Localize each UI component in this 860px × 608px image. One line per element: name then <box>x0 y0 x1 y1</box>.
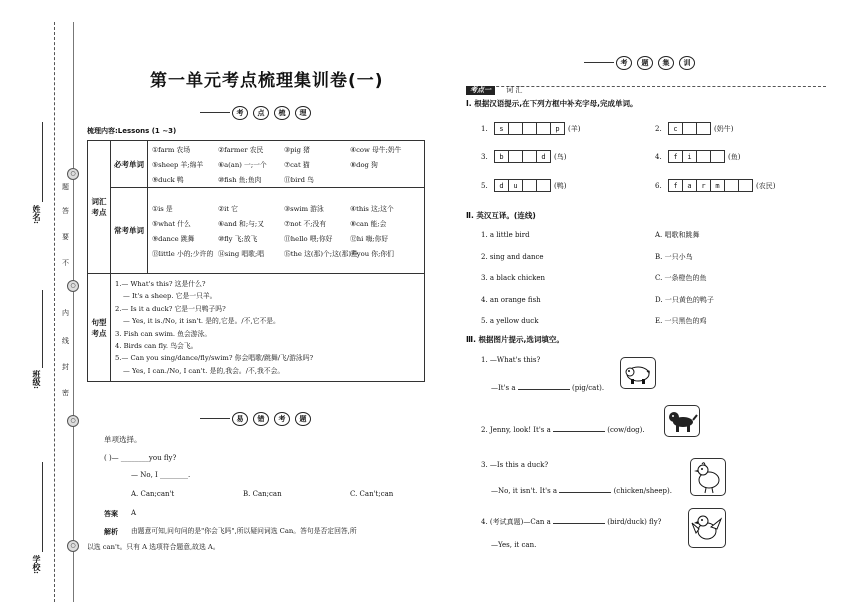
banner-char: 题 <box>295 412 311 426</box>
common-word: ⑧can 能;会 <box>350 220 387 228</box>
must-word: ③pig 猪 <box>284 146 310 154</box>
letter-box: b <box>494 150 509 163</box>
word-hint: (鱼) <box>728 152 741 161</box>
q2-choices: (cow/dog). <box>607 426 645 434</box>
seal-circle: ○ <box>67 280 79 292</box>
seal-circle: ○ <box>67 168 79 180</box>
mc-title: 单项选择。 <box>104 435 142 444</box>
letter-input-box[interactable] <box>536 179 551 192</box>
letter-box: s <box>494 122 509 135</box>
sentence-item: 1.— What's this? 这是什么? <box>115 279 206 288</box>
common-word: ③swim 游泳 <box>284 205 324 213</box>
word-item <box>481 179 566 192</box>
sentence-item: — It's a sheep. 它是一只羊。 <box>123 292 217 301</box>
letter-input-box[interactable] <box>710 150 725 163</box>
letter-box: f <box>668 150 683 163</box>
word-item <box>481 150 566 163</box>
mc-option-c[interactable]: C. Can't;can <box>350 490 394 498</box>
q1-line2 <box>491 382 604 392</box>
mc-question: ( )— ________you fly? <box>104 454 177 462</box>
q3-choices: (chicken/sheep). <box>613 487 672 495</box>
banner-errors <box>200 412 315 425</box>
word-item <box>655 150 740 163</box>
match-left-item[interactable]: 2. sing and dance <box>481 252 544 261</box>
sentence-item: 5.— Can you sing/dance/fly/swim? 你会唱歌/跳舞/飞/游泳吗? <box>115 354 314 363</box>
page-title: 第一单元考点梳理集训卷(一) <box>150 71 384 91</box>
q1-prefix: —It's a <box>491 384 516 392</box>
seal-char: 内 <box>62 309 69 317</box>
analysis-label: 解析 <box>104 527 118 536</box>
dog-picture-icon <box>664 405 700 437</box>
seal-char: 要 <box>62 233 69 241</box>
must-word: ⑨duck 鸭 <box>152 176 184 184</box>
school-field[interactable] <box>42 462 43 552</box>
bird-picture-icon <box>688 508 726 548</box>
common-word: ⑤what 什么 <box>152 220 191 228</box>
mc-option-b[interactable]: B. Can;can <box>243 490 282 498</box>
seal-circle: ○ <box>67 415 79 427</box>
must-label: 必考单词 <box>111 141 148 188</box>
seal-circle: ○ <box>67 540 79 552</box>
sentence-list <box>111 276 424 379</box>
common-word: ⑪hello 喂;你好 <box>284 235 333 243</box>
word-number: 2. <box>655 124 662 133</box>
q2-answer-blank[interactable] <box>553 424 605 432</box>
word-number: 4. <box>655 152 662 161</box>
q2-prefix: 2. Jenny, look! It's a <box>481 426 551 434</box>
match-left-item[interactable]: 4. an orange fish <box>481 295 541 304</box>
q4-line2: —Yes, it can. <box>491 541 537 549</box>
letter-input-box[interactable] <box>508 150 523 163</box>
seal-char: 密 <box>62 389 69 397</box>
word-number: 3. <box>481 152 488 161</box>
pig-picture-icon <box>620 357 656 389</box>
q3-line2 <box>491 485 672 495</box>
common-word: ⑨dance 跳舞 <box>152 235 195 243</box>
must-word: ②farmer 农民 <box>218 146 264 154</box>
banner-char: 考 <box>232 106 248 120</box>
common-word: ⑮the 这(那)个;这(那)些 <box>284 250 358 258</box>
sentence-item: 3. Fish can swim. 鱼会游泳。 <box>115 329 212 338</box>
banner-char: 考 <box>274 412 290 426</box>
common-word: ④this 这;这个 <box>350 205 394 213</box>
letter-input-box[interactable] <box>696 122 711 135</box>
q4-line1 <box>481 516 661 526</box>
word-hint: (奶牛) <box>714 124 734 133</box>
seal-char: 题 <box>62 183 69 191</box>
word-item <box>655 122 733 135</box>
word-hint: (鸟) <box>554 152 567 161</box>
letter-input-box[interactable] <box>508 122 523 135</box>
must-word: ⑧dog 狗 <box>350 161 378 169</box>
word-number: 6. <box>655 181 662 190</box>
common-word: ⑭sing 唱歌;唱 <box>218 250 265 258</box>
letter-input-box[interactable] <box>696 150 711 163</box>
review-table <box>87 140 425 382</box>
match-left-item[interactable]: 3. a black chicken <box>481 274 546 282</box>
analysis-text: 由题意可知,问句问的是"你会飞吗",所以疑问词选 Can。答句是否定回答,所 <box>131 527 357 535</box>
match-right-item[interactable]: C. 一条橙色的鱼 <box>655 274 707 282</box>
banner-char: 训 <box>679 56 695 70</box>
school-label: 学校: <box>32 555 42 574</box>
mc-reply: — No, I ________. <box>131 471 191 479</box>
letter-box: r <box>696 179 711 192</box>
class-label: 班级: <box>32 370 42 389</box>
section-2-title: Ⅱ. 英汉互译。(连线) <box>466 211 536 220</box>
common-word: ⑫hi 嗨;你好 <box>350 235 389 243</box>
sentence-item: 2.— Is it a duck? 它是一只鸭子吗? <box>115 304 226 313</box>
common-word: ⑩fly 飞;放飞 <box>218 235 258 243</box>
word-hint: (羊) <box>568 124 581 133</box>
match-right-item[interactable]: D. 一只黄色的鸭子 <box>655 295 714 304</box>
q2-line <box>481 424 645 434</box>
word-item <box>481 122 580 135</box>
word-number: 1. <box>481 124 488 133</box>
banner-char: 易 <box>232 412 248 426</box>
common-word: ②it 它 <box>218 205 238 213</box>
letter-box: p <box>550 122 565 135</box>
q3-prefix: —No, it isn't. It's a <box>491 487 558 495</box>
banner-char: 理 <box>295 106 311 120</box>
vocab-label: 词汇考点 <box>88 141 111 274</box>
banner-char: 错 <box>253 412 269 426</box>
common-words <box>148 200 424 261</box>
answer-value: A <box>131 509 137 517</box>
q4-prefix: 4. (考试真题)—Can a <box>481 518 551 526</box>
chicken-picture-icon <box>690 458 726 496</box>
seal-char: 答 <box>62 207 69 215</box>
kaodian-header <box>466 77 826 94</box>
must-word: ①farm 农场 <box>152 146 191 154</box>
banner-char: 集 <box>658 56 674 70</box>
word-item <box>655 179 775 192</box>
letter-input-box[interactable] <box>522 150 537 163</box>
sentence-label: 句型考点 <box>88 274 111 382</box>
match-left-item[interactable]: 1. a little bird <box>481 231 530 239</box>
name-field[interactable] <box>42 122 43 202</box>
must-word: ⑪bird 鸟 <box>284 176 314 184</box>
must-word: ⑤sheep 羊;绵羊 <box>152 161 204 169</box>
common-word: ⑥and 和;与;又 <box>218 220 265 228</box>
review-scope: 梳理内容:Lessons (1 ~3) <box>87 127 177 135</box>
analysis-text-cont: 以选 can't。只有 A 选项符合题意,故选 A。 <box>87 543 220 551</box>
common-word: ⑯you 你;你们 <box>350 250 394 258</box>
word-number: 5. <box>481 181 488 190</box>
mc-option-a[interactable]: A. Can;can't <box>131 490 175 498</box>
letter-box: u <box>508 179 523 192</box>
letter-input-box[interactable] <box>738 179 753 192</box>
letter-input-box[interactable] <box>522 179 537 192</box>
banner-char: 考 <box>616 56 632 70</box>
q1-choices: (pig/cat). <box>571 384 605 392</box>
kaodian-tag: 考点一 <box>466 86 495 95</box>
banner-char: 题 <box>637 56 653 70</box>
banner-char: 点 <box>253 106 269 120</box>
match-right-item[interactable]: E. 一只黑色的鸡 <box>655 317 707 325</box>
letter-input-box[interactable] <box>522 122 537 135</box>
section-3-title: Ⅲ. 根据图片提示,选词填空。 <box>466 335 564 344</box>
binding-dashed-line <box>54 22 55 602</box>
match-right-item[interactable]: A. 唱歌和跳舞 <box>655 231 700 239</box>
sentence-item: 4. Birds can fly. 鸟会飞。 <box>115 341 198 350</box>
name-label: 姓名: <box>32 205 42 224</box>
seal-char: 不 <box>62 259 69 267</box>
q1-line1: 1. —What's this? <box>481 356 541 364</box>
must-word: ⑥a(an) 一;一个 <box>218 161 267 169</box>
binding-solid-line <box>73 22 74 602</box>
letter-box: f <box>668 179 683 192</box>
answer-label: 答案 <box>104 509 118 518</box>
q4-choices: (bird/duck) fly? <box>607 518 662 526</box>
common-word: ①is 是 <box>152 205 173 213</box>
seal-char: 线 <box>62 337 69 345</box>
letter-input-box[interactable] <box>682 122 697 135</box>
must-word: ④cow 母牛;奶牛 <box>350 146 402 154</box>
section-1-title: Ⅰ. 根据汉语提示,在下列方框中补充字母,完成单词。 <box>466 99 638 108</box>
common-word: ⑬little 小的;少许的 <box>152 250 214 258</box>
letter-box: c <box>668 122 683 135</box>
banner-practice <box>584 56 699 69</box>
letter-box: a <box>682 179 697 192</box>
letter-box: i <box>682 150 697 163</box>
common-label: 常考单词 <box>111 188 148 274</box>
word-hint: (鸭) <box>554 181 567 190</box>
match-left-item[interactable]: 5. a yellow duck <box>481 317 539 325</box>
word-hint: (农民) <box>756 181 776 190</box>
q3-line1: 3. —Is this a duck? <box>481 461 549 469</box>
common-word: ⑦not 不;没有 <box>284 220 327 228</box>
must-word: ⑩fish 鱼;鱼肉 <box>218 176 262 184</box>
must-words <box>148 141 424 187</box>
letter-box: m <box>710 179 725 192</box>
sentence-item: — Yes, it is./No, it isn't. 是的,它是。/不,它不是。 <box>123 317 280 326</box>
q1-answer-blank[interactable] <box>518 382 570 390</box>
must-word: ⑦cat 猫 <box>284 161 310 169</box>
letter-input-box[interactable] <box>536 122 551 135</box>
banner-char: 梳 <box>274 106 290 120</box>
kaodian-topic: 词 汇 <box>506 86 523 94</box>
match-right-item[interactable]: B. 一只小鸟 <box>655 252 693 261</box>
letter-box: d <box>494 179 509 192</box>
class-field[interactable] <box>42 290 43 368</box>
seal-char: 封 <box>62 363 69 371</box>
letter-input-box[interactable] <box>724 179 739 192</box>
sentence-item: — Yes, I can./No, I can't. 是的,我会。/不,我不会。 <box>123 366 285 375</box>
banner-review <box>200 106 315 119</box>
q4-answer-blank[interactable] <box>553 516 605 524</box>
letter-box: d <box>536 150 551 163</box>
q3-answer-blank[interactable] <box>559 485 611 493</box>
